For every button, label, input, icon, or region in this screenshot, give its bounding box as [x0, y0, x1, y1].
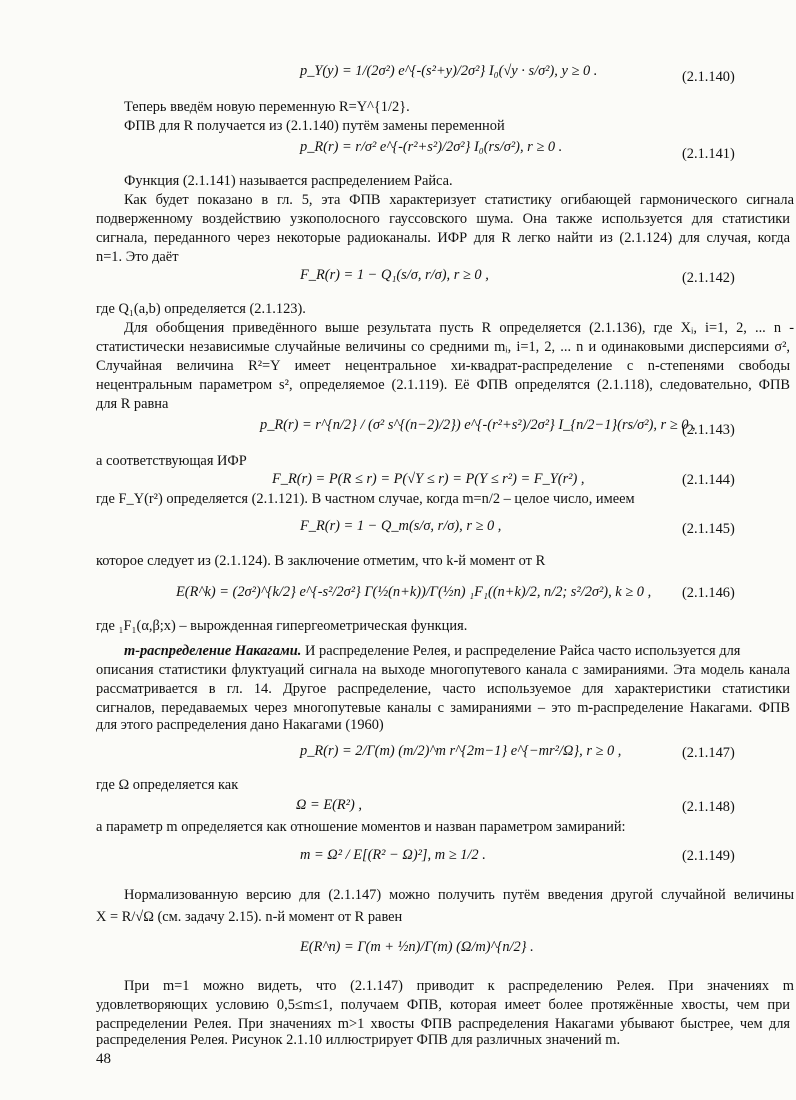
text-line: для R равна [96, 396, 169, 412]
text-line: сигнала, переданного через некоторые радиоканалы. ИФР для R легко найти из (2.1.124) для случая, когда [96, 230, 790, 246]
section-heading-nakagami: m-распределение Накагами. [124, 643, 302, 659]
equation-2-1-142: F_R(r) = 1 − Q₁(s/σ, r/σ), r ≥ 0 , [300, 267, 489, 283]
equation-number-2-1-143: (2.1.143) [682, 422, 735, 438]
text-line: подверженному воздействию узкополосного гауссовского шума. Она также используется для статистики [96, 211, 790, 227]
equation-2-1-148: Ω = E(R²) , [296, 797, 362, 813]
equation-number-2-1-149: (2.1.149) [682, 848, 735, 864]
page-number: 48 [96, 1051, 111, 1067]
equation-number-2-1-142: (2.1.142) [682, 270, 735, 286]
text-line: Как будет показано в гл. 5, эта ФПВ характеризует статистику огибающей гармонического сигнала [124, 192, 794, 208]
text-line: где F_Y(r²) определяется (2.1.121). В частном случае, когда m=n/2 – целое число, имеем [96, 491, 635, 507]
text-line: которое следует из (2.1.124). В заключение отметим, что k-й момент от R [96, 553, 546, 569]
equation-2-1-147: p_R(r) = 2/Γ(m) (m/2)^m r^{2m−1} e^{−mr²/Ω}, r ≥ 0 , [300, 743, 622, 759]
text-line: Теперь введём новую переменную R=Y^{1/2}. [124, 99, 410, 115]
text-line: распределении Релея. При значениях m>1 хвосты ФПВ распределения Накагами убывают быстрее, чем для [96, 1016, 790, 1032]
text-line: Для обобщения приведённого выше результата пусть R определяется (2.1.136), где Xᵢ, i=1, 2, ... n - [124, 320, 794, 336]
text-line: распределения Релея. Рисунок 2.1.10 иллюстрирует ФПВ для различных значений m. [96, 1032, 621, 1048]
equation-2-1-149: m = Ω² / E[(R² − Ω)²], m ≥ 1/2 . [300, 847, 486, 863]
equation-2-1-140: p_Y(y) = 1/(2σ²) e^{-(s²+y)/2σ²} I₀(√y · s/σ²), y ≥ 0 . [300, 63, 598, 79]
equation-number-2-1-145: (2.1.145) [682, 521, 735, 537]
equation-number-2-1-148: (2.1.148) [682, 799, 735, 815]
text-line: ФПВ для R получается из (2.1.140) путём замены переменной [124, 118, 505, 134]
text-line: n=1. Это даёт [96, 249, 179, 265]
text-line: а соответствующая ИФР [96, 453, 247, 469]
equation-number-2-1-147: (2.1.147) [682, 745, 735, 761]
text-line: нецентральным параметром s², определяемое (2.1.119). Её ФПВ определятся (2.1.118), следовательно, ФПВ [96, 377, 790, 393]
text-line: удовлетворяющих условию 0,5≤m≤1, получаем ФПВ, которая имеет более протяжённые хвосты, чем при [96, 997, 790, 1013]
text-fragment: И распределение Релея, и распределение Райса часто используется для [301, 643, 741, 659]
equation-number-2-1-144: (2.1.144) [682, 472, 735, 488]
text-line: Функция (2.1.141) называется распределением Райса. [124, 173, 453, 189]
equation-2-1-145: F_R(r) = 1 − Q_m(s/σ, r/σ), r ≥ 0 , [300, 518, 502, 534]
equation-2-1-146: E(R^k) = (2σ²)^{k/2} e^{-s²/2σ²} Γ(½(n+k))/Γ(½n) ₁F₁((n+k)/2, n/2; s²/2σ²), k ≥ 0 , [176, 584, 652, 600]
equation-number-2-1-141: (2.1.141) [682, 146, 735, 162]
equation-2-1-144: F_R(r) = P(R ≤ r) = P(√Y ≤ r) = P(Y ≤ r²) = F_Y(r²) , [272, 471, 585, 487]
text-line: где Q₁(a,b) определяется (2.1.123). [96, 301, 306, 317]
text-line: где ₁F₁(α,β;x) – вырожденная гипергеометрическая функция. [96, 618, 468, 634]
text-line: рассматривается в гл. 14. Другое распределение, часто используемое для характеристики статистики [96, 681, 790, 697]
equation-2-1-143: p_R(r) = r^{n/2} / (σ² s^{(n−2)/2}) e^{-(r²+s²)/2σ²} I_{n/2−1}(rs/σ²), r ≥ 0 , [260, 417, 696, 433]
equation-number-2-1-146: (2.1.146) [682, 585, 735, 601]
text-line: статистически независимые случайные величины со средними mᵢ, i=1, 2, ... n и одинаковыми дисперсиями σ², [96, 339, 790, 355]
text-line: а параметр m определяется как отношение моментов и назван параметром замираний: [96, 819, 626, 835]
equation-nth-moment: E(R^n) = Γ(m + ½n)/Γ(m) (Ω/m)^{n/2} . [300, 939, 534, 955]
text-line: где Ω определяется как [96, 777, 239, 793]
text-line: описания статистики флуктуаций сигнала на выходе многопутевого канала с замираниями. Эта модель канала [96, 662, 790, 678]
text-line: для этого распределения дано Накагами (1960) [96, 717, 384, 733]
text-line: Нормализованную версию для (2.1.147) можно получить путём введения другой случайной величины [124, 887, 794, 903]
text-line: При m=1 можно видеть, что (2.1.147) приводит к распределению Релея. При значениях m [124, 978, 794, 994]
text-line: X = R/√Ω (см. задачу 2.15). n-й момент от R равен [96, 909, 403, 925]
equation-2-1-141: p_R(r) = r/σ² e^{-(r²+s²)/2σ²} I₀(rs/σ²), r ≥ 0 . [300, 139, 563, 155]
text-line: Случайная величина R²=Y имеет нецентральное хи-квадрат-распределение с n-степенями свободы [96, 358, 790, 374]
equation-number-2-1-140: (2.1.140) [682, 69, 735, 85]
section-paragraph-start [124, 642, 740, 661]
text-line: сигналов, передаваемых через многопутевые каналы с замираниями – это m-распределение Накагами. ФПВ [96, 700, 790, 716]
